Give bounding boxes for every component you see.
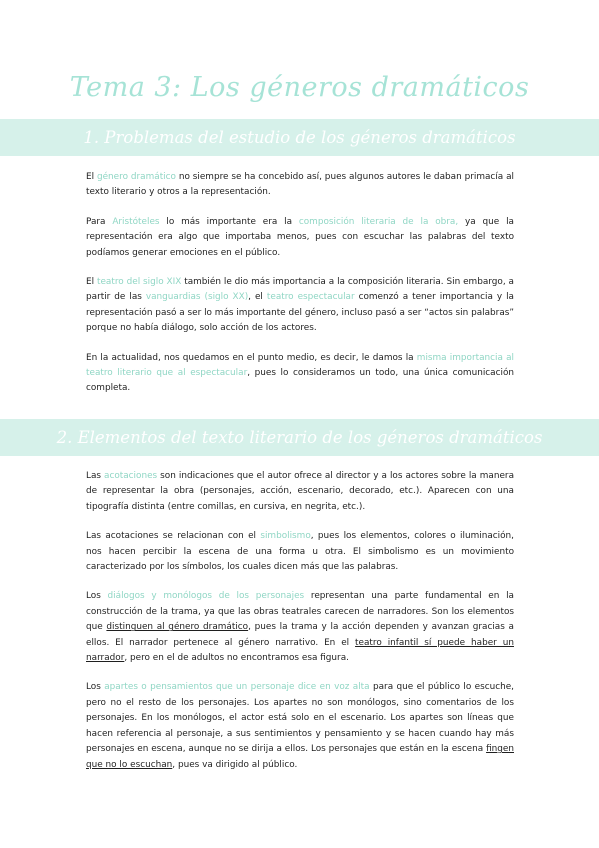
highlighted-term: composición literaria de la obra, bbox=[298, 216, 459, 227]
paragraph bbox=[86, 469, 514, 515]
text-run: también le dio más importancia a la composición literaria. Sin embargo, a partir de las bbox=[86, 277, 514, 303]
text-run: , pues va dirigido al público. bbox=[172, 759, 298, 770]
highlighted-term: apartes o pensamientos que un personaje dice en voz alta bbox=[104, 682, 370, 693]
section-heading: 2. Elementos del texto literario de los géneros dramáticos bbox=[56, 428, 543, 447]
paragraph bbox=[86, 680, 514, 772]
text-run: Las bbox=[86, 471, 105, 481]
text-run: Para bbox=[86, 216, 113, 227]
highlighted-term: teatro espectacular bbox=[266, 292, 355, 303]
paragraph bbox=[86, 589, 514, 666]
text-run: , pues lo consideramos un todo, una única comunicación completa. bbox=[86, 368, 515, 394]
text-run: para que el público lo escuche, pero no el resto de los personajes. Los apartes no son monólogos, sino comentarios de los personajes. En los monólogos, el actor está solo en el escenario. Los apartes son líneas que hacen referencia al personaje, a sus sentimientos y pensamiento y se hacen cuando hay más personajes en escena, aunque no se dirija a ellos. Los personajes que están en la escena bbox=[86, 682, 515, 755]
highlighted-term: género dramático bbox=[96, 172, 176, 182]
paragraph bbox=[86, 351, 514, 397]
text-run: , pero en el de adultos no encontramos esa figura. bbox=[124, 653, 349, 664]
section-body bbox=[86, 170, 514, 411]
text-run: Las acotaciones se relacionan con el bbox=[86, 531, 261, 542]
highlighted-term: misma importancia al teatro literario que al espectacular bbox=[86, 352, 514, 379]
page-title: Tema 3: Los géneros dramáticos bbox=[69, 72, 530, 103]
text-run: El bbox=[86, 277, 97, 288]
text-run: El bbox=[86, 172, 97, 182]
text-run: representan una parte fundamental en la construcción de la trama, ya que las obras teatrales carecen de narradores. Son los elementos que bbox=[86, 591, 514, 633]
text-run: lo más importante era la bbox=[159, 216, 299, 227]
highlighted-term: teatro del siglo XIX bbox=[96, 277, 182, 288]
underlined-text: distinguen al género dramático bbox=[106, 622, 249, 633]
section-heading-band bbox=[0, 419, 599, 456]
text-run: son indicaciones que el autor ofrece al director y a los actores sobre la manera de representar la obra (personajes, acción, escenario, decorado, etc.). Aparecen con una tipografía distinta (entre comillas, en cursiva, en negrita, etc.). bbox=[86, 471, 515, 512]
underlined-text: fingen que no lo escuchan bbox=[86, 744, 514, 770]
paragraph bbox=[86, 275, 514, 337]
text-run: Los bbox=[86, 682, 105, 693]
highlighted-term: acotaciones bbox=[104, 471, 158, 481]
text-run: Los bbox=[86, 591, 108, 602]
underlined-text: teatro infantil sí puede haber un narrador bbox=[86, 637, 514, 664]
highlighted-term: diálogos y monólogos de los personajes bbox=[107, 591, 305, 602]
text-run: ya que la representación era algo que importaba menos, pues con escuchar las palabras del texto podíamos generar emociones en el público. bbox=[86, 216, 514, 258]
text-run: En la actualidad, nos quedamos en el punto medio, es decir, le damos la bbox=[86, 352, 417, 363]
text-run: comenzó a tener importancia y la representación pasó a ser lo más importante del género, incluso pasó a ser “actos sin palabras” porque no había diálogo, solo acción de los actores. bbox=[86, 292, 514, 334]
section-body bbox=[86, 469, 514, 787]
highlighted-term: Aristóteles bbox=[112, 216, 160, 227]
section-heading: 1. Problemas del estudio de los géneros dramáticos bbox=[83, 128, 516, 147]
highlighted-term: vanguardias (siglo XX) bbox=[145, 292, 249, 303]
text-run: no siempre se ha concebido así, pues algunos autores le daban primacía al texto literario y otros a la representación. bbox=[86, 172, 514, 198]
text-run: , pues los elementos, colores o iluminación, nos hacen percibir la escena de una forma u otra. El simbolismo es un movimiento caracterizado por los símbolos, los cuales dicen más que las palabras. bbox=[86, 531, 514, 573]
section-heading-band bbox=[0, 119, 599, 156]
paragraph bbox=[86, 529, 514, 575]
paragraph bbox=[86, 215, 514, 261]
text-run: , pues la trama y la acción dependen y avanzan gracias a ellos. El narrador pertenece al género narrativo. En el bbox=[86, 622, 514, 648]
paragraph bbox=[86, 170, 514, 201]
highlighted-term: simbolismo bbox=[260, 531, 311, 542]
text-run: , el bbox=[248, 292, 267, 303]
